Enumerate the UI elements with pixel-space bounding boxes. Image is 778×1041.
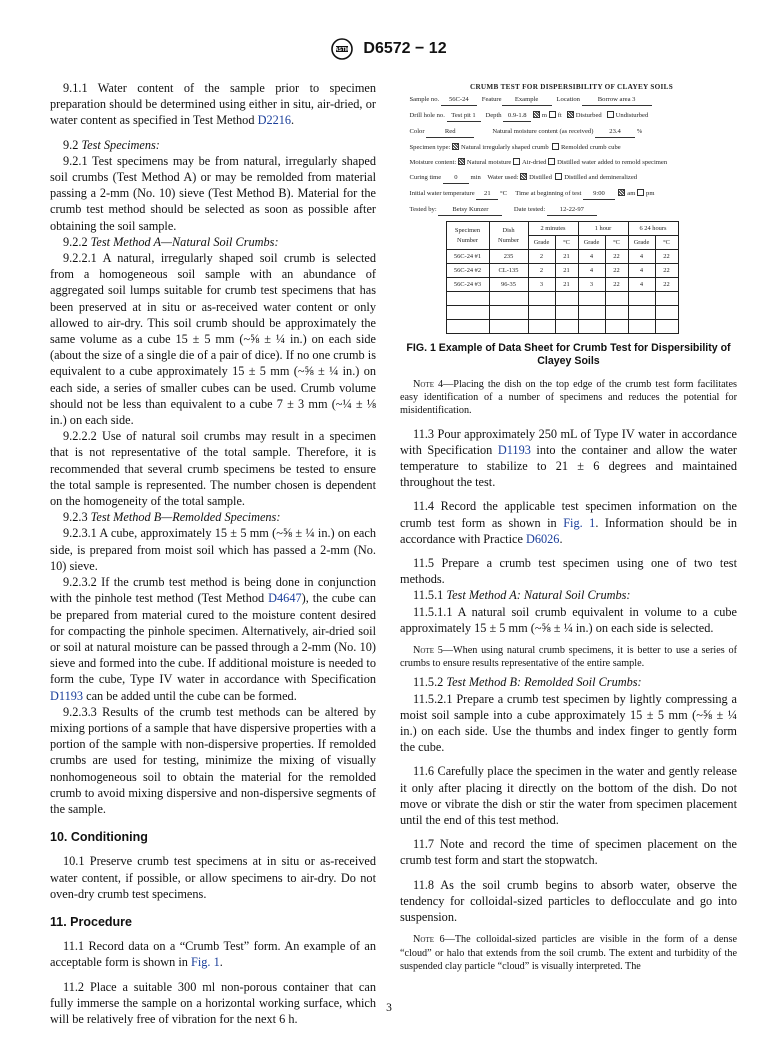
paragraph-11-1: 11.1 Record data on a “Crumb Test” form. An example of an acceptable form is shown in Fig. 1. [50,939,376,970]
date-tested-value: 12-22-97 [547,205,597,216]
link-d1193[interactable]: D1193 [50,688,84,703]
table-header: 6 24 hours [628,222,678,236]
table-row: 56C-24 #2 CL-135 2 21 4 22 4 22 [446,264,678,278]
color-value: Red [426,127,474,138]
checkbox-am-icon [618,189,625,196]
paragraph-11-4: 11.4 Record the applicable test specimen information on the crumb test form as shown in Fig. 1. Information should be in accordance with Practice D6026. [400,499,738,546]
paragraph-9-2-2-1: 9.2.2.1 A natural, irregularly shaped soil crumb is selected from a homogeneous soil sample with an abundance of aggregated soil lumps suitable for crumb test specimens that has been preserved at in situ or as-received water content or only allowed to air-dry. This soil crumb should be approximately the same volume as a cube 15 ± 5 mm (~⅝ ± ¼ in.) on each side (about the size of a single die of a pair of dice). If no one crumb is equivalent to a cube approximately 15 ± 5 mm (~⅝ ± ¼ in.) on each side, a series of smaller cubes can be used. Crumb volume should not be less than equivalent to a cube 7 ± 3 mm (~¼ ± ⅛ in.) on each side. [50,251,376,428]
standard-designation: D6572 − 12 [363,40,447,57]
checkbox-distilled-added-icon [548,158,555,165]
paragraph-11-5: 11.5 Prepare a crumb test specimen using one of two test methods. [400,556,737,587]
form-title: CRUMB TEST FOR DISPERSIBILITY OF CLAYEY SOILS [469,83,674,91]
checkbox-pm-icon [637,189,644,196]
page-number: 3 [386,1002,392,1014]
form-row-curing: Curing time 0 min Water used: Distilled Distilled and demineralized [410,173,734,184]
form-row-tested: Tested by: Betsy Kunzer Date tested: 12-22-97 [410,205,734,216]
time-value: 9:00 [583,189,615,200]
section-heading-conditioning: 10. Conditioning [50,830,148,845]
checkbox-distilled-icon [520,173,527,180]
checkbox-natural-crumb-icon [452,143,459,150]
checkbox-disturbed-icon [567,111,574,118]
temperature-value: 21 [476,189,498,200]
paragraph-10-1: 10.1 Preserve crumb test specimens at in situ or as-received water content, if possible, or allow specimens to air-dry. Do not oven-dry crumb test specimens. [50,854,376,901]
paragraph-11-8: 11.8 As the soil crumb begins to absorb water, observe the tendency for colloidal-sized particles to deflocculate and go into suspension. [400,877,737,925]
section-heading-procedure: 11. Procedure [50,914,132,929]
note-5: Note 5—When using natural crumb specimens, it is better to use a series of crumbs to ensure results representative of the entire sample. [400,645,737,670]
link-fig-1[interactable]: Fig. 1 [563,515,596,530]
table-header: 1 hour [578,222,628,236]
paragraph-9-1-1: 9.1.1 Water content of the sample prior to specimen preparation should be determined using either in situ, air-dried, or water content as specified in Test Method D2216. [50,81,376,128]
curing-value: 0 [443,173,469,184]
figure-1-data-sheet [404,80,734,334]
crumb-test-form [404,80,734,334]
paragraph-11-3: 11.3 Pour approximately 250 mL of Type IV water in accordance with Specification D1193 into the container and allow the water temperature to stabilize to 21 ± 6 degrees and maintained throughout the test. [400,426,738,490]
paragraph-9-2-2-2: 9.2.2.2 Use of natural soil crumbs may result in a specimen that is not representative of the total sample. Therefore, it is recommended that several crumb specimens be tested to ensure the total sample is represented. The number chosen is dependent on the homogeneity of the total sample. [50,429,376,509]
table-row-empty [446,320,678,334]
astm-logo-icon [331,38,353,60]
paragraph-11-7: 11.7 Note and record the time of specimen placement on the crumb test form and start the stopwatch. [400,837,737,868]
table-header: Grade [628,236,655,250]
table-row-empty [446,292,678,306]
checkbox-remolded-cube-icon [552,143,559,150]
checkbox-natural-moisture-icon [458,158,465,165]
checkbox-m-icon [533,111,540,118]
table-header: Specimen Number [446,222,489,250]
depth-value: 0.9-1.8 [503,111,531,122]
checkbox-air-dried-icon [513,158,520,165]
link-d1193[interactable]: D1193 [497,442,531,457]
figure-caption: FIG. 1 Example of Data Sheet for Crumb Test for Dispersibility of Clayey Soils [406,342,731,367]
checkbox-demineralized-icon [555,173,562,180]
form-row-moisture-content: Moisture content: Natural moisture Air-dried Distilled water added to remold specimen [409,159,668,166]
form-row-color: Color Red Natural moisture content (as received) 23.4 % [410,127,734,138]
table-header: °C [555,236,578,250]
heading-9-2-3: 9.2.3 Test Method B—Remolded Specimens: [63,510,281,525]
heading-9-2: 9.2 Test Specimens: [63,137,160,152]
table-header: °C [605,236,628,250]
heading-9-2-2: 9.2.2 Test Method A—Natural Soil Crumbs: [63,234,279,249]
location-value: Borrow area 3 [582,95,652,106]
link-fig-1[interactable]: Fig. 1 [191,955,220,970]
table-row-empty [446,306,678,320]
heading-11-5-2: 11.5.2 Test Method B: Remolded Soil Crumbs: [413,675,642,690]
moisture-value: 23.4 [595,127,635,138]
table-row: 56C-24 #1 235 2 21 4 22 4 22 [446,250,678,264]
form-row-drill: Drill hole no. Test pit 1 Depth 0.9-1.8 m ft Disturbed Undisturbed [410,111,734,122]
tested-by-value: Betsy Kunzer [438,205,502,216]
feature-value: Example [502,95,552,106]
table-row: 56C-24 #3 96-35 3 21 3 22 4 22 [446,278,678,292]
table-header: 2 minutes [528,222,578,236]
note-4: Note 4—Placing the dish on the top edge of the crumb test form facilitates easy identification of a number of specimens and reduces the potential for misidentification. [400,379,737,417]
table-header: °C [655,236,678,250]
paragraph-11-6: 11.6 Carefully place the specimen in the water and gently release it only after placing it directly on the bottom of the dish. Do not move or vibrate the dish or stir the water from specimen placement until the end of this test method. [400,764,737,828]
checkbox-ft-icon [549,111,556,118]
right-column [400,80,737,973]
drill-value: Test pit 1 [447,111,481,122]
form-row-specimen-type: Specimen type: Natural irregularly shaped crumb Remolded crumb cube [409,144,621,151]
heading-11-5-1: 11.5.1 Test Method A: Natural Soil Crumbs: [413,588,631,603]
page-header [0,38,778,60]
paragraph-9-2-3-3: 9.2.3.3 Results of the crumb test methods can be altered by mixing portions of a sample that have dispersive properties with a portion of the sample with non-dispersive properties. If remolded crumbs are used for testing, minimize the mixing of visually nonhomogeneous soil to obtain the material for the remolded crumb to avoid mixing dispersive and non-dispersive segments of the sample. [50,704,376,816]
link-d6026[interactable]: D6026 [525,531,560,546]
svg-text:ASTM: ASTM [335,47,350,53]
sample-no-value: 56C-24 [441,95,477,106]
paragraph-9-2-3-1: 9.2.3.1 A cube, approximately 15 ± 5 mm (~⅝ ± ¼ in.) on each side, is prepared from moist soil which has passed a 2-mm (No. 10) sieve. [50,526,376,573]
link-d4647[interactable]: D4647 [268,591,302,606]
note-6: Note 6—The colloidal-sized particles are visible in the form of a dense “cloud” or halo that extends from the soil crumb. The extent and turbidity of the suspended clay particle “cloud” is visually interpreted. The [400,934,737,972]
crumb-results-table [446,221,679,334]
table-header: Dish Number [489,222,528,250]
table-header: Grade [578,236,605,250]
paragraph-11-2: 11.2 Place a suitable 300 ml non-porous container that can fully immerse the sample on a horizontal working surface, which will be relatively free of vibration for the next 6 h. [50,979,376,1026]
paragraph-11-5-1-1: 11.5.1.1 A natural soil crumb equivalent in volume to a cube approximately 15 ± 5 mm (~⅝ ± ¼ in.) on each side is selected. [400,604,737,635]
form-row-sample: Sample no. 56C-24 Feature Example Location Borrow area 3 [410,95,734,106]
link-d2216[interactable]: D2216 [257,113,292,128]
form-row-temperature: Initial water temperature 21 °C Time at beginning of test 9:00 am pm [410,189,734,200]
checkbox-undisturbed-icon [607,111,614,118]
left-column [50,80,376,1027]
paragraph-11-5-2-1: 11.5.2.1 Prepare a crumb test specimen by lightly compressing a moist soil sample into a cube approximately 15 ± 5 mm (~⅝ ± ¼ in.) on each side. Use the thumbs and index finger to gently form the cube. [400,691,737,755]
table-header: Grade [528,236,555,250]
paragraph-9-2-3-2: 9.2.3.2 If the crumb test method is being done in conjunction with the pinhole test method (Test Method D4647), the cube can be prepared from material cured to the moisture content desired for compacting the pinhole specimen. Alternatively, air-dried soil or soil at natural moisture can be passed through a 2-mm (No. 10) sieve and formed into the cube. If additional moisture is needed to form the cube, Type IV water in accordance with Specification D1193 can be added until the cube can be formed. [50,575,376,703]
paragraph-9-2-1: 9.2.1 Test specimens may be from natural, irregularly shaped soil crumbs (Test Method A) or may be remolded from material passing a 2-mm (No. 10) sieve (Test Method B). Material for the crumb test method should be selected as soon as possible after obtaining the soil sample. [50,153,376,233]
